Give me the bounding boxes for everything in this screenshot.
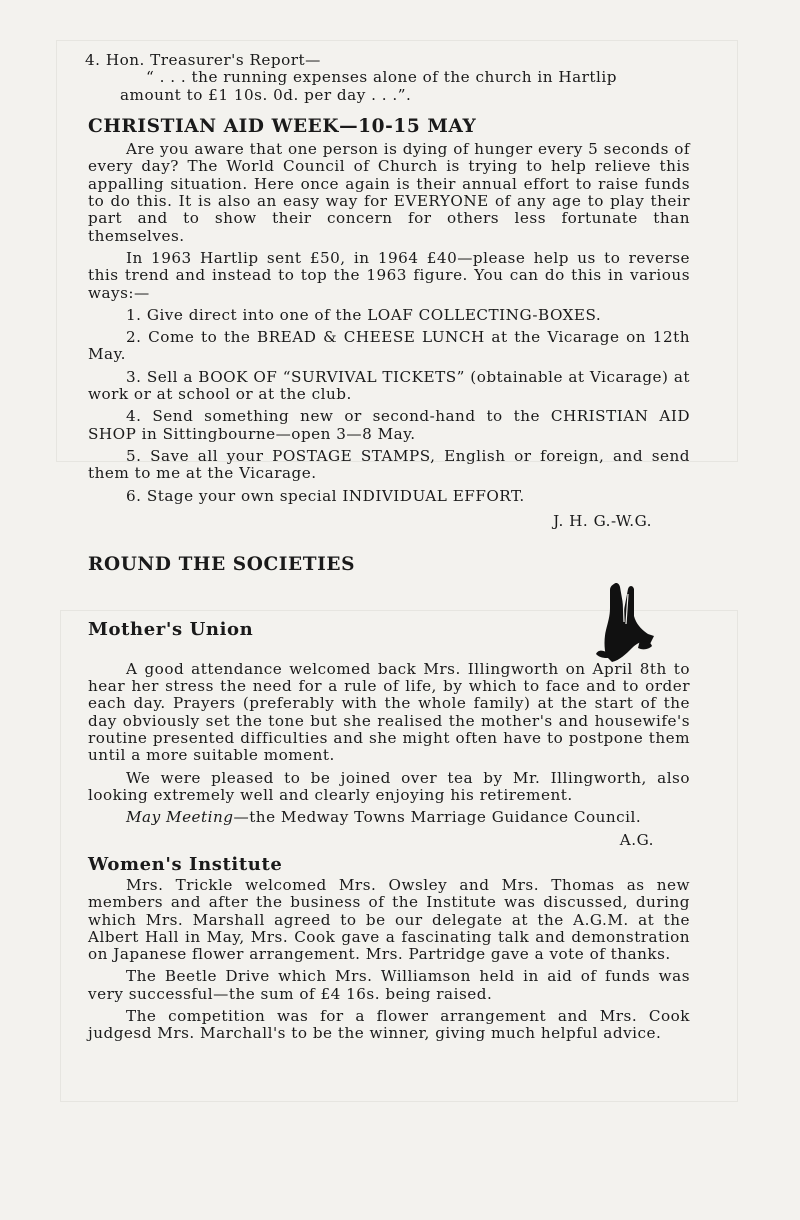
article-column xyxy=(85,51,690,1043)
womens-institute-beetle-drive: The Beetle Drive which Mrs. Williamson held in aid of funds was very successful—the sum of £4 16s. being raised. xyxy=(88,967,690,1003)
treasurer-quote-line2: amount to £1 10s. 0d. per day . . .”. xyxy=(120,85,412,104)
list-item: 2. Come to the BREAD & CHEESE LUNCH at the Vicarage on 12th May. xyxy=(88,328,690,364)
womens-institute-meeting: Mrs. Trickle welcomed Mrs. Owsley and Mrs. Thomas as new members and after the business of the Institute was discussed, during which Mrs. Marshall agreed to be our delegate at the A.G.M. at the Albert Hall in May, Mrs. Cook gave a fascinating talk and demonstration on Japanese flower arrangement. Mrs. Partridge gave a vote of thanks. xyxy=(88,875,690,964)
may-meeting-text: —the Medway Towns Marriage Guidance Council. xyxy=(233,808,642,827)
christian-aid-heading: CHRISTIAN AID WEEK—10-15 MAY xyxy=(88,115,477,137)
list-item: 5. Save all your POSTAGE STAMPS, English or foreign, and send them to me at the Vicarage. xyxy=(88,446,690,483)
christian-aid-signature: J. H. G.-W.G. xyxy=(553,511,652,530)
mothers-union-report: A good attendance welcomed back Mrs. Illingworth on April 8th to hear her stress the need for a rule of life, by which to face and to order each day. Prayers (preferably with the whole family) at the start of the day obviously set the tone but she realised the mother's and housewife's routine presented difficulties and she might often have to postpone them until a more suitable moment. xyxy=(88,659,690,765)
treasurer-heading: 4. Hon. Treasurer's Report— xyxy=(85,51,321,69)
list-item: 3. Sell a BOOK OF “SURVIVAL TICKETS” (obtainable at Vicarage) at work or at school or at the club. xyxy=(88,367,690,404)
christian-aid-intro: Are you aware that one person is dying of hunger every 5 seconds of every day? The World Council of Church is trying to help relieve this appalling situation. Here once again is their annual effort to raise funds to do this. It is also an easy way for EVERYONE of any age to play their part and to show their concern for others less fortunate than themselves. xyxy=(88,140,690,245)
treasurer-report xyxy=(85,51,690,104)
christian-aid-list xyxy=(88,307,690,505)
womens-institute-competition: The competition was for a flower arrangement and Mrs. Cook judgesd Mrs. Marchall's to be the winner, giving much helpful advice. xyxy=(88,1007,690,1043)
christian-aid-appeal: In 1963 Hartlip sent £50, in 1964 £40—please help us to reverse this trend and instead to top the 1963 figure. You can do this in various ways:— xyxy=(88,248,690,302)
may-meeting-label: May Meeting xyxy=(126,808,234,827)
list-item: 1. Give direct into one of the LOAF COLLECTING-BOXES. xyxy=(126,305,602,324)
treasurer-quote-line1: “ . . . the running expenses alone of the church in Hartlip xyxy=(146,68,617,87)
mothers-union-signature: A.G. xyxy=(619,831,654,850)
mothers-union-tea: We were pleased to be joined over tea by Mr. Illingworth, also looking extremely well and clearly enjoying his retirement. xyxy=(88,768,690,804)
list-item: 6. Stage your own special INDIVIDUAL EFFORT. xyxy=(126,486,525,505)
societies-heading: ROUND THE SOCIETIES xyxy=(88,554,356,576)
may-meeting-note xyxy=(88,809,690,826)
womens-institute-heading: Women's Institute xyxy=(88,853,283,875)
mothers-union-heading: Mother's Union xyxy=(88,619,254,641)
praying-hands-icon xyxy=(592,580,656,664)
list-item: 4. Send something new or second-hand to the CHRISTIAN AID SHOP in Sittingbourne—open 3—8 May. xyxy=(88,407,690,443)
